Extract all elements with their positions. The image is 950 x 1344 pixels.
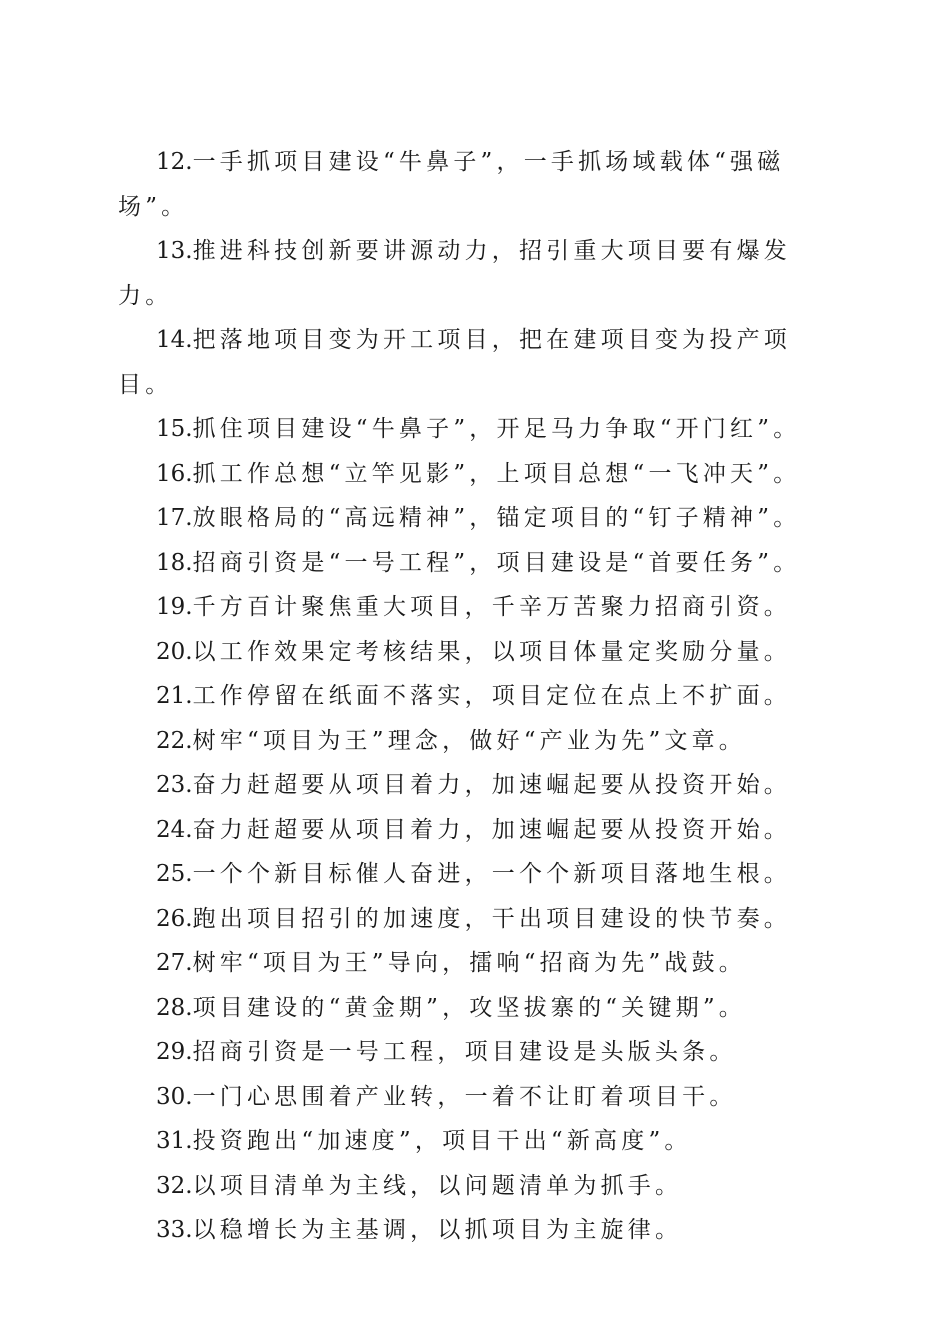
item-text: 招商引资是“一号工程”，项目建设是“首要任务”。: [192, 549, 801, 576]
item-number: 33.: [156, 1217, 193, 1243]
item-text: 奋力赶超要从项目着力，加速崛起要从投资开始。: [192, 772, 791, 798]
slogan-list: [118, 140, 830, 1253]
list-item: [118, 630, 830, 675]
list-item: [118, 318, 830, 407]
list-item: [118, 719, 830, 764]
item-number: 32.: [156, 1172, 193, 1199]
item-text: 抓住项目建设“牛鼻子”，开足马力争取“开门红”。: [192, 416, 801, 442]
item-number: 13.: [156, 238, 193, 264]
item-number: 17.: [156, 505, 193, 531]
list-item: [118, 674, 830, 719]
list-item: [118, 1164, 830, 1209]
item-number: 23.: [156, 772, 193, 798]
item-text: 工作停留在纸面不落实，项目定位在点上不扩面。: [192, 683, 791, 709]
item-text: 推进科技创新要讲源动力，招引重大项目要有爆发力。: [118, 238, 791, 309]
item-number: 14.: [156, 327, 193, 353]
item-number: 15.: [156, 416, 193, 442]
item-number: 20.: [156, 638, 193, 665]
item-text: 一个个新目标催人奋进，一个个新项目落地生根。: [192, 861, 791, 887]
item-text: 以项目清单为主线，以问题清单为抓手。: [192, 1172, 683, 1199]
item-text: 以工作效果定考核结果，以项目体量定奖励分量。: [192, 638, 791, 665]
item-text: 以稳增长为主基调，以抓项目为主旋律。: [192, 1217, 683, 1243]
item-text: 抓工作总想“立竿见影”，上项目总想“一飞冲天”。: [192, 460, 801, 487]
item-text: 投资跑出“加速度”，项目干出“新高度”。: [192, 1128, 692, 1154]
list-item: [118, 852, 830, 897]
item-number: 12.: [156, 149, 193, 175]
item-number: 30.: [156, 1083, 193, 1110]
item-number: 27.: [156, 950, 193, 976]
item-number: 21.: [156, 683, 193, 709]
item-number: 18.: [156, 549, 193, 576]
list-item: [118, 986, 830, 1031]
list-item: [118, 407, 830, 452]
item-text: 放眼格局的“高远精神”，锚定项目的“钉子精神”。: [192, 505, 801, 531]
item-text: 树牢“项目为王”导向，擂响“招商为先”战鼓。: [192, 950, 747, 976]
list-item: [118, 1075, 830, 1120]
list-item: [118, 941, 830, 986]
item-text: 招商引资是一号工程，项目建设是头版头条。: [192, 1039, 737, 1065]
list-item: [118, 585, 830, 630]
item-text: 奋力赶超要从项目着力，加速崛起要从投资开始。: [192, 816, 791, 843]
item-number: 26.: [156, 905, 193, 932]
list-item: [118, 1030, 830, 1075]
item-number: 19.: [156, 594, 193, 620]
item-number: 28.: [156, 994, 193, 1021]
item-number: 29.: [156, 1039, 193, 1065]
list-item: [118, 808, 830, 853]
list-item: [118, 229, 830, 318]
list-item: [118, 541, 830, 586]
item-text: 一手抓项目建设“牛鼻子”，一手抓场域载体“强磁场”。: [118, 149, 785, 220]
item-text: 项目建设的“黄金期”，攻坚拔寨的“关键期”。: [192, 994, 747, 1021]
list-item: [118, 1119, 830, 1164]
item-number: 22.: [156, 727, 193, 754]
item-text: 一门心思围着产业转，一着不让盯着项目干。: [192, 1083, 737, 1110]
list-item: [118, 140, 830, 229]
list-item: [118, 763, 830, 808]
item-number: 24.: [156, 816, 193, 843]
list-item: [118, 452, 830, 497]
item-number: 31.: [156, 1128, 193, 1154]
list-item: [118, 897, 830, 942]
list-item: [118, 496, 830, 541]
item-text: 树牢“项目为王”理念，做好“产业为先”文章。: [192, 727, 747, 754]
list-item: [118, 1208, 830, 1253]
item-text: 千方百计聚焦重大项目，千辛万苦聚力招商引资。: [192, 594, 791, 620]
item-text: 把落地项目变为开工项目，把在建项目变为投产项目。: [118, 327, 791, 398]
item-number: 25.: [156, 861, 193, 887]
item-number: 16.: [156, 460, 193, 487]
item-text: 跑出项目招引的加速度，干出项目建设的快节奏。: [192, 905, 791, 932]
